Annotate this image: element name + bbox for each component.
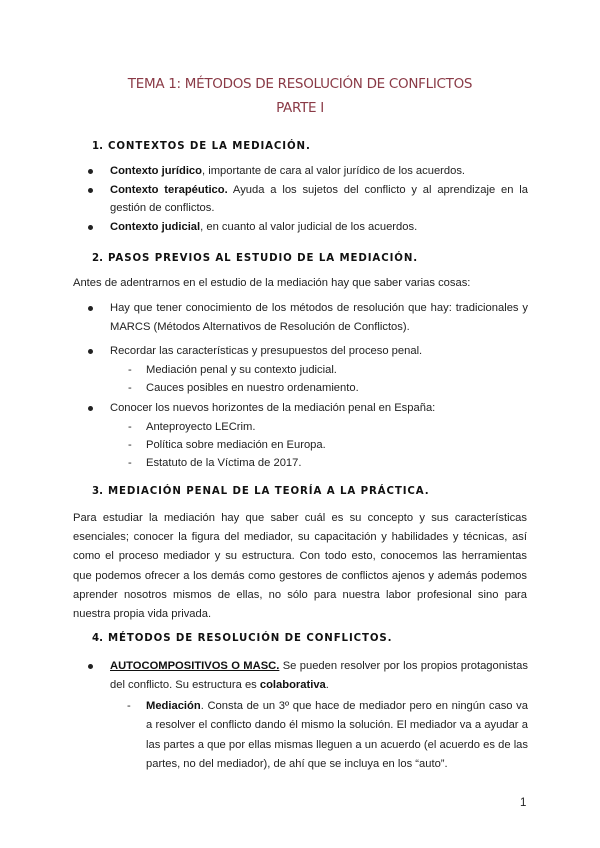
list-item [0,657,528,694]
section-2-list-3 [0,399,528,473]
bullet-icon [88,349,93,354]
bullet-icon [88,169,93,174]
sub-item-text: Anteproyecto LECrim. [146,420,256,433]
sub-list-item [110,379,528,397]
item-text: , importante de cara al valor jurídico de los acuerdos. [202,165,466,177]
page-number: 1 [520,797,527,809]
section-2-intro: Antes de adentrarnos en el estudio de la mediación hay que saber varias cosas: [73,277,471,289]
dash-icon: - [128,438,132,451]
underlined-term: AUTOCOMPOSITIVOS O MASC. [110,660,280,672]
document-subtitle: PARTE I [276,100,324,116]
sub-item-text: Cauces posibles en nuestro ordenamiento. [146,381,359,394]
sub-item-text: Mediación penal y su contexto judicial. [146,363,337,376]
item-text: Recordar las características y presupuestos del proceso penal. [110,345,423,357]
document-title: TEMA 1: MÉTODOS DE RESOLUCIÓN DE CONFLICTOS [127,76,473,92]
section-4-number: 4. [92,633,103,644]
bold-term: Contexto terapéutico. [110,183,228,196]
item-text: Conocer los nuevos horizontes de la mediación penal en España: [110,402,436,414]
list-item [0,162,528,181]
item-text: , en cuanto al valor judicial de los acuerdos. [200,220,418,233]
dash-icon: - [128,381,132,394]
bold-term: Contexto jurídico [110,165,202,177]
section-3-paragraph: Para estudiar la mediación hay que saber cuál es su concepto y sus características esenciales; conocer la figura del mediador, su capacitación y habilidades y técnicas, así como el proceso mediador y su estructura. Con todo esto, conocemos las herramientas que podemos ofrecer a los demás como gestores de conflictos ajenos y además podemos aprender nosotros mismos de ellas, no sólo para nuestra labor profesional sino para nuestra propia vida privada. [73,512,527,621]
section-1-title: CONTEXTOS DE LA MEDIACIÓN [108,141,306,152]
section-4-list [0,657,528,694]
bullet-icon [88,306,93,311]
sub-list-item [110,361,528,379]
sub-list [110,418,528,473]
item-text: Hay que tener conocimiento de los métodos de resolución que hay: tradicionales y MARCS (Métodos Alternativos de Resolución de Conflictos). [110,302,528,333]
section-3-number: 3. [92,486,103,497]
list-item [0,342,528,397]
section-3-heading: 3. MEDIACIÓN PENAL DE LA TEORÍA A LA PRÁCTICA. [92,486,430,497]
item-text: Ayuda a los sujetos del conflicto y al aprendizaje en la gestión de conflictos. [110,183,528,214]
list-item [0,218,528,237]
section-2-list-2 [0,342,528,397]
sub-item-text: Estatuto de la Víctima de 2017. [146,457,302,470]
bold-term: Contexto judicial [110,220,201,233]
dash-icon: - [127,700,131,712]
dash-icon: - [128,457,132,470]
bold-term: colaborativa [259,678,326,691]
section-2-list-1 [0,299,528,336]
sub-item-text: . Consta de un 3º que hace de mediador pero en ningún caso va a resolver el conflicto dando él mismo la solución. El mediador va a ayudar a las partes a que por ellas mismas lleguen a un acuerdo (el acuerdo es de las partes, no del mediador), de ahí que se incluya en los “auto”. [146,700,528,771]
section-1-heading: 1. CONTEXTOS DE LA MEDIACIÓN. [92,141,311,152]
bullet-icon [88,225,93,230]
section-2-number: 2. [92,253,103,264]
section-1-number: 1. [92,141,103,152]
sub-list-item [110,436,528,454]
section-2-title: PASOS PREVIOS AL ESTUDIO DE LA MEDIACIÓN [108,253,414,264]
sub-list-item [110,418,528,436]
bold-term: Mediación [146,700,201,712]
sub-list-item [110,454,528,472]
dash-icon: - [128,363,132,376]
bullet-icon [88,188,93,193]
dash-icon: - [128,420,132,433]
section-4-heading: 4. MÉTODOS DE RESOLUCIÓN DE CONFLICTOS. [92,633,393,644]
mediation-sub-item [128,697,528,775]
list-item [0,299,528,336]
bullet-icon [88,406,93,411]
item-text: Se pueden resolver por los propios protagonistas del conflicto. Su estructura es [110,660,528,691]
section-1-list [0,162,528,236]
section-2-heading: 2. PASOS PREVIOS AL ESTUDIO DE LA MEDIACIÓN. [92,253,419,264]
item-text-end: . [325,678,329,691]
sub-item-text: Política sobre mediación en Europa. [146,438,326,451]
section-3-title: MEDIACIÓN PENAL DE LA TEORÍA A LA PRÁCTICA [108,486,425,497]
list-item [0,181,528,218]
section-4-title: MÉTODOS DE RESOLUCIÓN DE CONFLICTOS [108,633,388,644]
list-item [0,399,528,473]
sub-list [110,361,528,398]
bullet-icon [88,664,93,669]
